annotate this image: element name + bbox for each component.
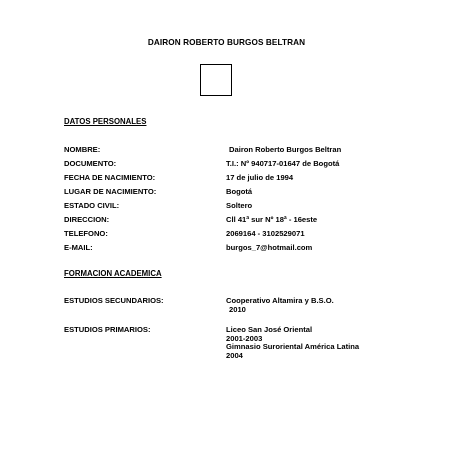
primary-school-name-2: Gimnasio Suroriental América Latina [226, 342, 360, 352]
primary-school-name-1: Liceo San José Oriental [226, 325, 313, 334]
value-lugar-nacimiento: Bogotá [226, 187, 253, 196]
value-direccion: Cll 41ª sur Nº 18ª - 16este [226, 215, 318, 224]
photo-placeholder [200, 64, 232, 96]
label-documento: DOCUMENTO: [64, 159, 117, 168]
value-estado-civil: Soltero [226, 201, 253, 210]
label-estado-civil: ESTADO CIVIL: [64, 201, 120, 210]
label-email: E-MAIL: [64, 243, 93, 252]
section-heading-personal: DATOS PERSONALES [64, 117, 147, 126]
section-heading-academic: FORMACION ACADEMICA [64, 269, 162, 278]
label-direccion: DIRECCION: [64, 215, 110, 224]
value-nombre: Dairon Roberto Burgos Beltran [229, 145, 342, 154]
label-estudios-primarios: ESTUDIOS PRIMARIOS: [64, 325, 151, 334]
primary-school-years-1: 2001-2003 [226, 333, 263, 343]
label-lugar-nacimiento: LUGAR DE NACIMIENTO: [64, 187, 157, 196]
label-fecha-nacimiento: FECHA DE NACIMIENTO: [64, 173, 156, 182]
label-telefono: TELEFONO: [64, 229, 108, 238]
label-estudios-secundarios: ESTUDIOS SECUNDARIOS: [64, 296, 164, 305]
label-nombre: NOMBRE: [64, 145, 101, 154]
secondary-school-year: 2010 [229, 304, 246, 314]
value-telefono: 2069164 - 3102529071 [226, 229, 305, 238]
value-fecha-nacimiento: 17 de julio de 1994 [226, 173, 294, 182]
value-estudios-primarios [226, 326, 359, 360]
value-email: burgos_7@hotmail.com [226, 243, 313, 252]
value-estudios-secundarios [226, 297, 334, 314]
document-title: DAIRON ROBERTO BURGOS BELTRAN [147, 38, 306, 47]
secondary-school-name: Cooperativo Altamira y B.S.O. [226, 296, 334, 305]
value-documento: T.I.: Nº 940717-01647 de Bogotá [226, 159, 340, 168]
primary-school-year-2: 2004 [226, 350, 243, 360]
